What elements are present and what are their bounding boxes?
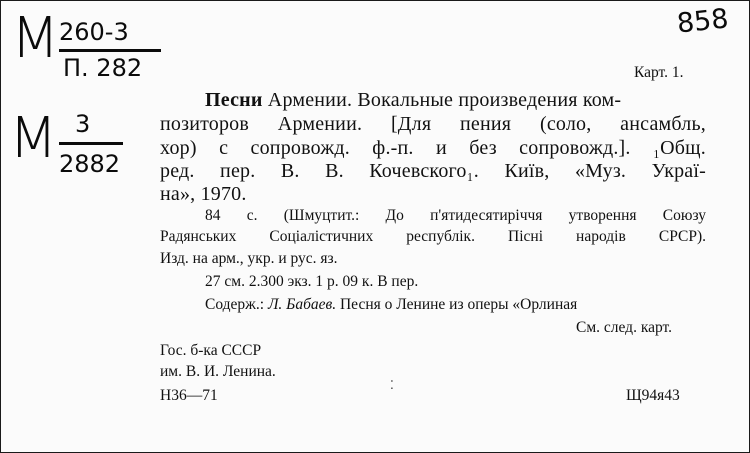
title-line-1-text: Армении. Вокальные произведения ком- xyxy=(262,89,622,111)
handwritten-mark-1-bottom: П. 282 xyxy=(63,54,143,82)
description-line-2: Радянських Соціалістичних республік. Пісні народів СРСР). xyxy=(160,228,706,245)
handwritten-mark-1-rule xyxy=(59,49,161,52)
handwritten-mark-2-top: 3 xyxy=(75,110,91,138)
continued-note: См. след. карт. xyxy=(576,319,673,336)
contents-prefix: Содерж.: xyxy=(205,296,268,313)
title-line-1 xyxy=(205,88,621,112)
description-line-1: 84 с. (Шмуцтит.: До п'ятидесятиріччя утворення Союзу xyxy=(205,207,706,224)
price-line: 27 см. 2.300 экз. 1 р. 09 к. В пер. xyxy=(205,273,419,290)
handwritten-mark-1-letter: М xyxy=(11,6,60,71)
code-left: Н36—71 xyxy=(160,387,218,404)
library-line-2: им. В. И. Ленина. xyxy=(160,363,276,380)
contents-rest: Песня о Ленине из оперы «Орлиная xyxy=(336,296,578,313)
contents-author: Л. Бабаев. xyxy=(267,296,337,313)
card-label: Карт. 1. xyxy=(634,64,684,81)
title-bold-word: Песни xyxy=(205,89,263,111)
handwritten-corner-number: 858 xyxy=(675,3,730,40)
handwritten-mark-1-top: 260-3 xyxy=(59,18,129,46)
contents-line xyxy=(205,296,577,314)
handwritten-mark-2-rule xyxy=(59,142,123,145)
library-line-1: Гос. б-ка СССР xyxy=(160,342,262,359)
handwritten-mark-2-bottom: 2882 xyxy=(59,150,121,178)
description-line-3: Изд. на арм., укр. и рус. яз. xyxy=(160,250,338,267)
handwritten-mark-2-letter: М xyxy=(9,106,58,171)
code-right: Щ94я43 xyxy=(626,387,680,404)
title-line-3: хор) с сопровожд. ф.-п. и без сопровожд.]. ₁Общ. xyxy=(160,137,706,159)
print-speck: ⁚ xyxy=(390,378,394,392)
title-line-2: позиторов Армении. [Для пения (соло, ансамбль, xyxy=(160,113,706,135)
title-line-4: ред. пер. В. В. Кочевского₁. Київ, «Муз. Украї- xyxy=(160,160,706,182)
title-line-5: на», 1970. xyxy=(160,183,247,205)
